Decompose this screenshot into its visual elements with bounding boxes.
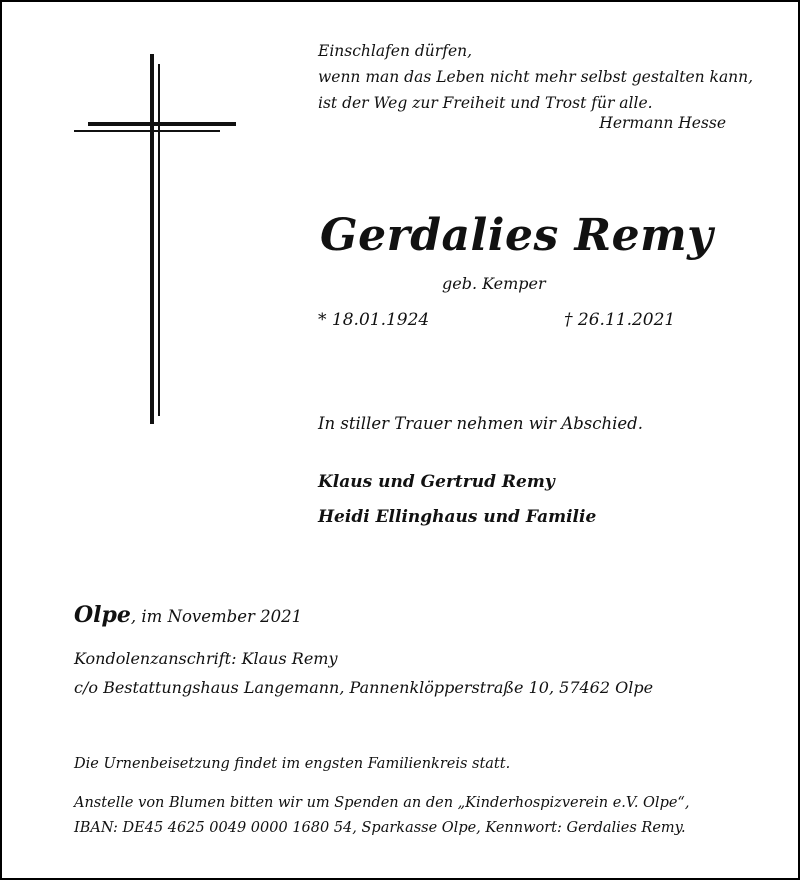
quote <box>318 38 753 116</box>
urn-note: Die Urnenbeisetzung findet im engsten Familienkreis statt. <box>74 756 511 772</box>
quote-line: Einschlafen dürfen, <box>318 42 473 60</box>
condolence-address: Kondolenzanschrift: Klaus Remy <box>74 649 338 668</box>
condolence-address-line: c/o Bestattungshaus Langemann, Pannenklöpperstraße 10, 57462 Olpe <box>74 678 654 697</box>
family-member: Heidi Ellinghaus und Familie <box>318 507 597 527</box>
cross-icon <box>74 54 236 424</box>
place-date <box>74 602 302 628</box>
donation-note: Anstelle von Blumen bitten wir um Spenden an den „Kinderhospizverein e.V. Olpe“, <box>74 795 690 811</box>
death-date: † 26.11.2021 <box>564 310 676 330</box>
quote-author: Hermann Hesse <box>599 114 726 132</box>
mourning-text: In stiller Trauer nehmen wir Abschied. <box>318 414 643 433</box>
quote-line: ist der Weg zur Freiheit und Trost für alle. <box>318 94 653 112</box>
family-member: Klaus und Gertrud Remy <box>318 472 555 492</box>
birth-date: * 18.01.1924 <box>318 310 430 330</box>
place-date-text: , im November 2021 <box>130 607 303 626</box>
maiden-name: geb. Kemper <box>442 274 546 293</box>
place-city: Olpe <box>74 602 131 628</box>
deceased-name: Gerdalies Remy <box>320 210 714 261</box>
quote-line: wenn man das Leben nicht mehr selbst gestalten kann, <box>318 68 754 86</box>
donation-bank-details: IBAN: DE45 4625 0049 0000 1680 54, Sparkasse Olpe, Kennwort: Gerdalies Remy. <box>74 820 686 836</box>
